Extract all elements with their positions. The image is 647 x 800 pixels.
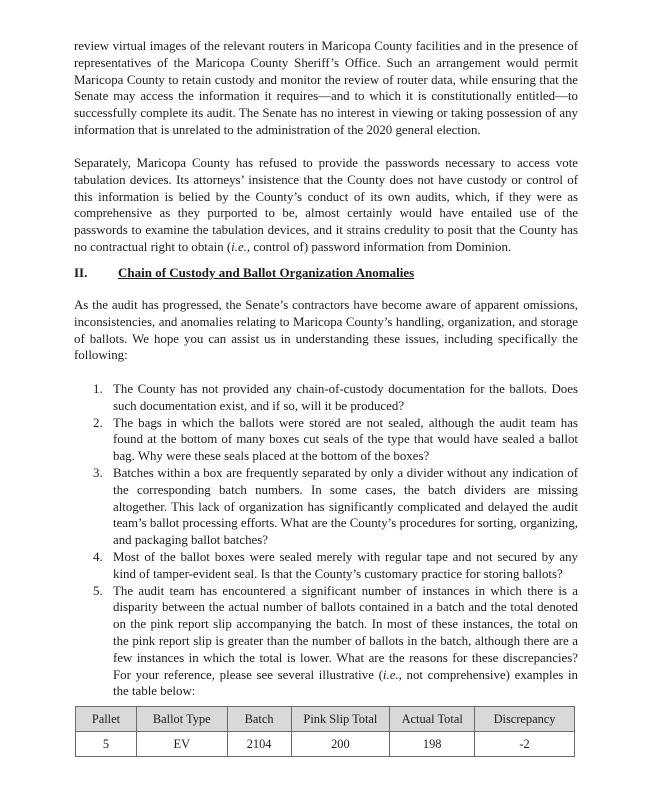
list-item xyxy=(74,583,578,701)
anomalies-list xyxy=(74,381,578,700)
section-number: II. xyxy=(74,265,88,280)
header-ballot-type: Ballot Type xyxy=(136,707,227,732)
cell-pallet: 5 xyxy=(76,732,137,757)
table-header-row xyxy=(76,707,575,732)
list-item-number: 4. xyxy=(93,549,103,564)
list-item xyxy=(74,465,578,549)
header-actual-total: Actual Total xyxy=(390,707,475,732)
section-heading xyxy=(74,264,414,281)
paragraph-passwords-text-a: Separately, Maricopa County has refused to provide the passwords necessary to access vote tabulation devices. Its attorneys’ insistence that the County does not have custody or control of this information is belied by the County’s conduct of its own audits, which, if they were as comprehensive as they purported to be, almost certainly would have entailed use of the passwords to examine the tabulation devices, and it strains credulity to posit that the County has no contractual right to obtain ( xyxy=(74,156,578,254)
list-item-text: The County has not provided any chain-of-custody documentation for the ballots. Does such documentation exist, and if so, will it be produced? xyxy=(113,382,578,413)
cell-batch: 2104 xyxy=(227,732,291,757)
header-pink-slip-total: Pink Slip Total xyxy=(291,707,390,732)
list-item-text-a: The audit team has encountered a significant number of instances in which there is a disparity between the actual number of ballots contained in a batch and the total denoted on the pink report slip accompanying the batch. In most of these instances, the total on the pink report slip is greater than the number of ballots in the batch, although there are a few instances in which the total is lower. What are the reasons for these discrepancies? For your reference, please see several illustrative ( xyxy=(113,583,578,682)
cell-ballot-type: EV xyxy=(136,732,227,757)
header-batch: Batch xyxy=(227,707,291,732)
list-item-number: 1. xyxy=(93,382,103,396)
ie-abbreviation: i.e. xyxy=(382,667,399,682)
paragraph-passwords xyxy=(74,155,578,256)
list-item-number: 5. xyxy=(93,583,103,598)
paragraph-intro-anomalies: As the audit has progressed, the Senate’s contractors have become aware of apparent omissions, inconsistencies, and anomalies relating to Maricopa County’s handling, organization, and storage of ballots. We hope you can assist us in understanding these issues, including specifically the following: xyxy=(74,298,578,363)
cell-pink-slip-total: 200 xyxy=(291,732,390,757)
list-item-text: Most of the ballot boxes were sealed merely with regular tape and not secured by any kind of tamper-evident seal. Is that the County’s customary practice for storing ballots? xyxy=(113,549,578,581)
list-item xyxy=(74,415,578,465)
paragraph-passwords-text-b: , control of) password information from Dominion. xyxy=(246,239,512,254)
cell-discrepancy: -2 xyxy=(475,732,575,757)
list-item-number: 2. xyxy=(93,415,103,430)
list-item-text: The bags in which the ballots were stored are not sealed, although the audit team has found at the bottom of many boxes cut seals of the type that would have sealed a ballot bag. Why were these seals placed at the bottom of the boxes? xyxy=(113,415,578,464)
header-pallet: Pallet xyxy=(76,707,137,732)
list-item-text xyxy=(113,584,578,699)
list-item-text: Batches within a box are frequently separated by only a divider without any indication of the corresponding batch numbers. In some cases, the batch dividers are missing altogether. This lack of organization has significantly complicated and delayed the audit team’s ballot processing efforts. What are the County’s procedures for sorting, organizing, and packaging ballot batches? xyxy=(113,465,578,548)
section-title: Chain of Custody and Ballot Organization Anomalies xyxy=(118,265,415,280)
cell-actual-total: 198 xyxy=(390,732,475,757)
list-item-number: 3. xyxy=(93,465,103,480)
list-item xyxy=(74,549,578,583)
discrepancy-table xyxy=(75,706,575,757)
paragraph-router-review: review virtual images of the relevant routers in Maricopa County facilities and in the presence of representatives of the Maricopa County Sheriff’s Office. Such an arrangement would permit Maricopa County to retain custody and monitor the review of router data, while ensuring that the Senate may access the information it requires—and to which it is constitutionally entitled—to successfully complete its audit. The Senate has no interest in viewing or taking possession of any information that is unrelated to the administration of the 2020 general election. xyxy=(74,39,578,137)
list-item-text-b: , not comprehensive) examples in the table below: xyxy=(113,667,578,699)
header-discrepancy: Discrepancy xyxy=(475,707,575,732)
ie-abbreviation: i.e. xyxy=(231,239,247,254)
list-item xyxy=(74,381,578,415)
table-row xyxy=(76,732,575,757)
